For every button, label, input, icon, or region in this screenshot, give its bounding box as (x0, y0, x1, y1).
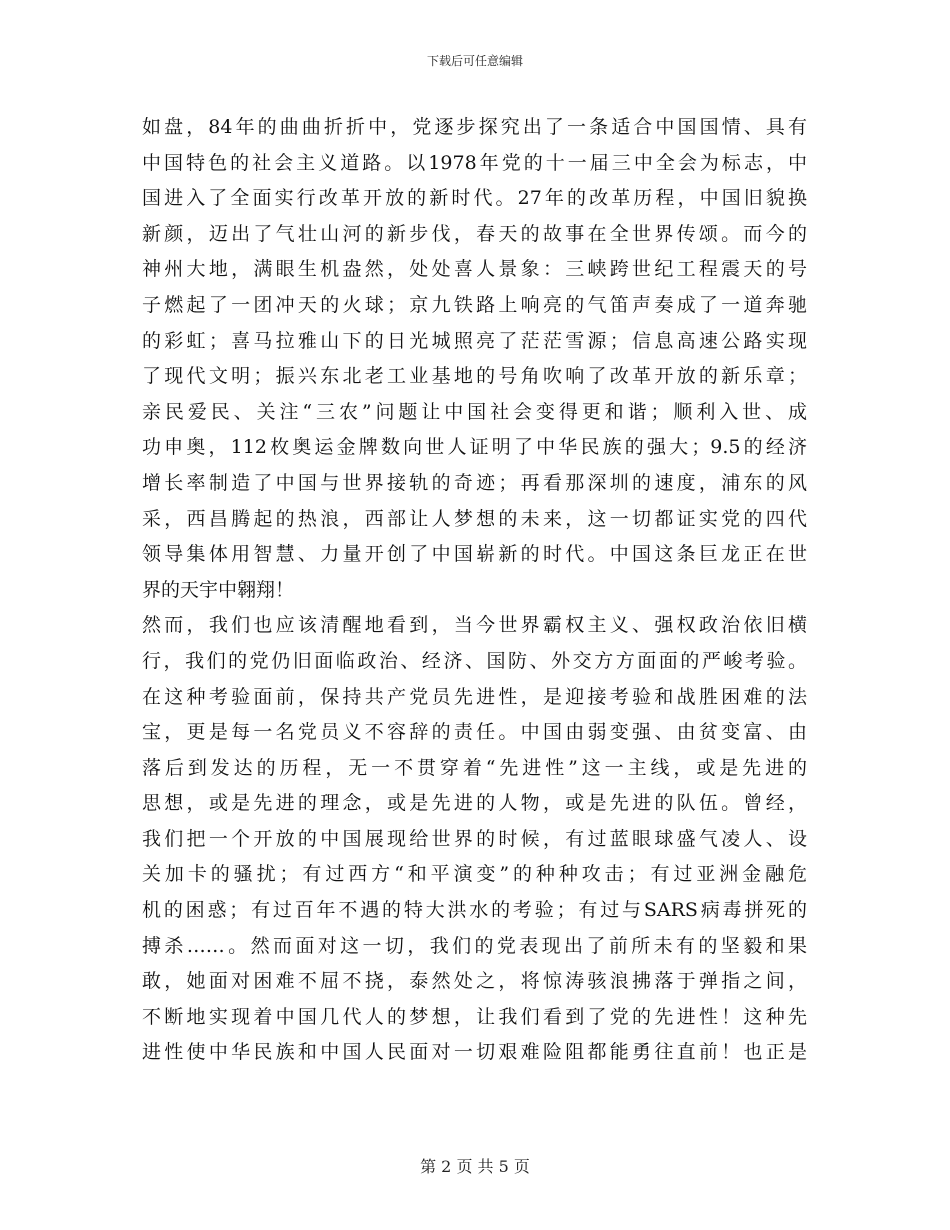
text-line: 中国特色的社会主义道路。以1978年党的十一届三中全会为标志，中 (142, 151, 807, 174)
text-line: 我们把一个开放的中国展现给世界的时候，有过蓝眼球盛气凌人、设 (142, 827, 807, 850)
text-line: 在这种考验面前，保持共产党员先进性，是迎接考验和战胜困难的法 (142, 685, 807, 708)
text-line: 如盘，84年的曲曲折折中，党逐步探究出了一条适合中国国情、具有 (142, 116, 807, 138)
page-header: 下载后可任意编辑 (426, 54, 523, 68)
text-line: 搏杀……。然而面对这一切，我们的党表现出了前所未有的坚毅和果 (142, 934, 807, 957)
text-line: 子燃起了一团冲天的火球；京九铁路上响亮的气笛声奏成了一道奔驰 (142, 293, 807, 316)
text-line: 国进入了全面实行改革开放的新时代。27年的改革历程，中国旧貌换 (142, 187, 807, 210)
text-line: 关加卡的骚扰；有过西方“和平演变”的种种攻击；有过亚洲金融危 (142, 863, 807, 886)
text-line: 机的困惑；有过百年不遇的特大洪水的考验；有过与SARS病毒拼死的 (142, 899, 807, 922)
text-line: 进性使中华民族和中国人民面对一切艰难险阻都能勇往直前！也正是 (142, 1041, 807, 1064)
text-line: 不断地实现着中国几代人的梦想，让我们看到了党的先进性！这种先 (142, 1005, 807, 1028)
text-line: 思想，或是先进的理念，或是先进的人物，或是先进的队伍。曾经， (142, 792, 807, 815)
text-line: 领导集体用智慧、力量开创了中国崭新的时代。中国这条巨龙正在世 (142, 543, 807, 566)
text-line: 功申奥，112枚奥运金牌数向世人证明了中华民族的强大；9.5的经济 (142, 436, 807, 459)
text-line: 新颜，迈出了气壮山河的新步伐，春天的故事在全世界传颂。而今的 (142, 222, 807, 245)
text-line: 行，我们的党仍旧面临政治、经济、国防、外交方方面面的严峻考验。 (142, 649, 807, 672)
text-line: 增长率制造了中国与世界接轨的奇迹；再看那深圳的速度，浦东的风 (142, 471, 807, 494)
text-line: 神州大地，满眼生机盎然，处处喜人景象：三峡跨世纪工程震天的号 (142, 258, 807, 281)
text-line: 宝，更是每一名党员义不容辞的责任。中国由弱变强、由贫变富、由 (142, 721, 807, 744)
text-line: 落后到发达的历程，无一不贯穿着“先进性”这一主线，或是先进的 (142, 756, 807, 779)
document-body (142, 110, 807, 1071)
text-line: 然而，我们也应该清醒地看到，当今世界霸权主义、强权政治依旧横 (142, 614, 807, 637)
page-number-footer: 第 2 页 共 5 页 (420, 1157, 530, 1176)
text-line: 采，西昌腾起的热浪，西部让人梦想的未来，这一切都证实党的四代 (142, 507, 807, 530)
text-line: 了现代文明；振兴东北老工业基地的号角吹响了改革开放的新乐章； (142, 365, 807, 388)
text-line: 的彩虹；喜马拉雅山下的日光城照亮了茫茫雪源；信息高速公路实现 (142, 329, 807, 352)
text-line: 界的天宇中翱翔！ (142, 578, 295, 601)
text-line: 敢，她面对困难不屈不挠，泰然处之，将惊涛骇浪拂落于弹指之间， (142, 970, 807, 993)
text-line: 亲民爱民、关注“三农”问题让中国社会变得更和谐；顺利入世、成 (142, 400, 807, 423)
